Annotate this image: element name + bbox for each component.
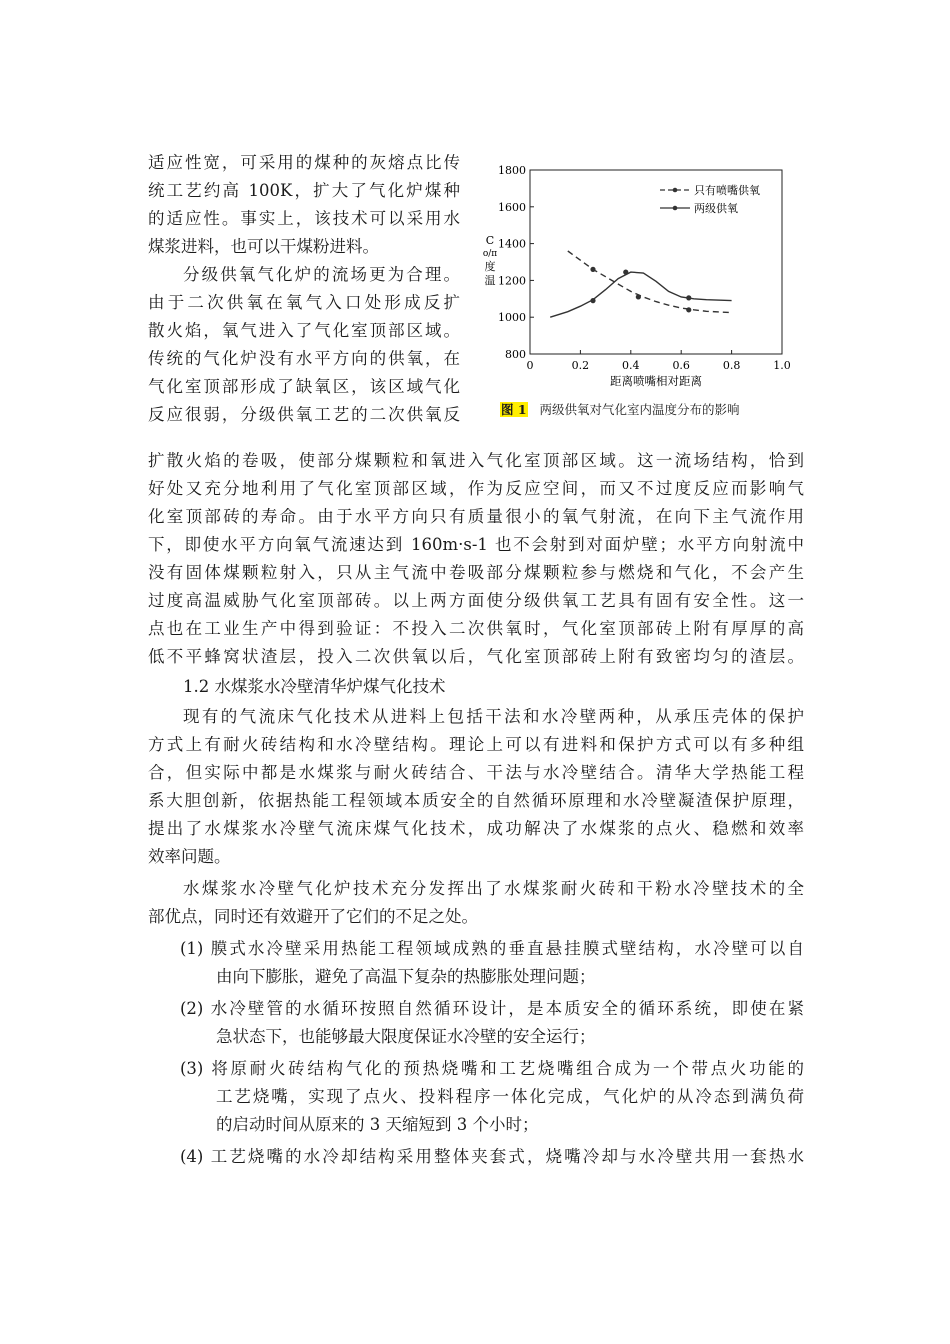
x-tick-label: 0.6 — [672, 359, 690, 372]
text-line: 提出了水煤浆水冷壁气流床煤气化技术，成功解决了水煤浆的点火、稳燃和效率 — [148, 819, 804, 838]
text-line: 过度高温威胁气化室顶部砖。以上两方面使分级供氧工艺具有固有安全性。这一 — [148, 591, 804, 610]
legend-marker — [673, 188, 678, 193]
text-line: 系大胆创新，依据热能工程领域本质安全的自然循环原理和水冷壁凝渣保护原理， — [148, 791, 804, 810]
text-line: 的适应性。事实上，该技术可以采用水 — [148, 209, 460, 228]
text-line: 分级供氧气化炉的流场更为合理。 — [183, 265, 460, 284]
legend-marker — [673, 206, 678, 211]
list-item: (1) 膜式水冷壁采用热能工程领域成熟的垂直悬挂膜式壁结构，水冷壁可以自 — [180, 939, 804, 958]
list-item: (2) 水冷壁管的水循环按照自然循环设计，是本质安全的循环系统，即使在紧 — [180, 999, 804, 1018]
text-line: 好处又充分地利用了气化室顶部区域，作为反应空间，而又不过度反应而影响气 — [148, 479, 804, 498]
temperature-chart — [476, 156, 800, 396]
text-line: 反应很弱，分级供氧工艺的二次供氧反 — [148, 405, 460, 424]
text-line: 低不平蜂窝状渣层，投入二次供氧以后，气化室顶部砖上附有致密均匀的渣层。 — [148, 647, 804, 666]
caption-text: 两级供氧对气化室内温度分布的影响 — [539, 402, 740, 417]
data-point — [590, 298, 595, 303]
y-axis-label-glyph: o/π — [482, 249, 498, 259]
text-line: 扩散火焰的卷吸，使部分煤颗粒和氧进入气化室顶部区域。这一流场结构，恰到 — [148, 451, 804, 470]
data-point — [590, 267, 595, 272]
y-tick-label: 800 — [505, 348, 526, 361]
y-tick-label: 1000 — [498, 311, 526, 325]
text-line: 气化室顶部形成了缺氧区，该区域气化 — [148, 377, 460, 396]
x-tick-label: 0.2 — [571, 359, 590, 372]
text-line: 由于二次供氧在氧气入口处形成反扩 — [148, 293, 460, 312]
text-line: 煤浆进料，也可以干煤粉进料。 — [148, 237, 379, 256]
y-tick-label: 1200 — [498, 274, 526, 288]
plot-frame — [530, 170, 782, 354]
text-line: 下，即使水平方向氧气流速达到 160m·s-1 也不会射到对面炉壁；水平方向射流中 — [148, 535, 804, 554]
legend-label: 只有喷嘴供氧 — [694, 184, 760, 197]
figure-1 — [476, 156, 800, 430]
x-tick-label: 0.8 — [722, 359, 741, 372]
data-point — [686, 295, 691, 300]
y-axis-label-glyph: C — [485, 234, 495, 247]
data-point — [623, 270, 628, 275]
list-item-cont: 由向下膨胀，避免了高温下复杂的热膨胀处理问题； — [216, 967, 596, 986]
text-line: 化室顶部砖的寿命。由于水平方向只有质量很小的氧气射流，在向下主气流作用 — [148, 507, 804, 526]
x-axis-label: 距离喷嘴相对距离 — [610, 374, 702, 388]
x-tick-label: 1.0 — [773, 359, 791, 372]
y-tick-label: 1800 — [498, 164, 526, 177]
y-tick-label: 1600 — [498, 200, 526, 214]
text-line: 没有固体煤颗粒射入，只从主气流中卷吸部分煤颗粒参与燃烧和气化，不会产生 — [148, 563, 804, 582]
text-line: 部优点，同时还有效避开了它们的不足之处。 — [148, 907, 478, 926]
text-line: 合，但实际中都是水煤浆与耐火砖结合、干法与水冷壁结合。清华大学热能工程 — [148, 763, 804, 782]
caption-label: 图 1 — [501, 402, 527, 417]
text-line: 散火焰，氧气进入了气化室顶部区域。 — [148, 321, 460, 340]
text-line: 点也在工业生产中得到验证：不投入二次供氧时，气化室顶部砖上附有厚厚的高 — [148, 619, 804, 638]
list-item: (4) 工艺烧嘴的水冷却结构采用整体夹套式，烧嘴冷却与水冷壁共用一套热水 — [180, 1147, 804, 1166]
figure-caption — [500, 400, 740, 418]
series-line — [568, 251, 732, 313]
x-tick-label: 0.4 — [622, 359, 640, 372]
data-point — [686, 307, 691, 312]
legend-label: 两级供氧 — [694, 202, 738, 215]
text-line: 现有的气流床气化技术从进料上包括干法和水冷壁两种，从承压壳体的保护 — [183, 707, 804, 726]
y-tick-label: 1400 — [498, 237, 526, 251]
text-line: 传统的气化炉没有水平方向的供氧，在 — [148, 349, 460, 368]
text-line: 水煤浆水冷壁气化炉技术充分发挥出了水煤浆耐火砖和干粉水冷壁技术的全 — [183, 879, 804, 898]
y-axis-label-glyph: 温 — [484, 274, 496, 287]
list-item-cont: 急状态下，也能够最大限度保证水冷壁的安全运行； — [216, 1027, 596, 1046]
list-item-cont: 的启动时间从原来的 3 天缩短到 3 个小时； — [216, 1115, 539, 1134]
y-axis-label-glyph: 度 — [484, 260, 496, 273]
text-line: 统工艺约高 100K，扩大了气化炉煤种 — [148, 181, 460, 200]
x-tick-label: 0 — [526, 359, 534, 372]
text-line: 适应性宽，可采用的煤种的灰熔点比传 — [148, 153, 460, 172]
list-item: (3) 将原耐火砖结构气化的预热烧嘴和工艺烧嘴组合成为一个带点火功能的 — [180, 1059, 804, 1078]
list-item-cont: 工艺烧嘴，实现了点火、投料程序一体化完成，气化炉的从冷态到满负荷 — [216, 1087, 804, 1106]
section-heading: 1.2 水煤浆水冷壁清华炉煤气化技术 — [183, 677, 446, 696]
data-point — [636, 294, 641, 299]
text-line: 方式上有耐火砖结构和水冷壁结构。理论上可以有进料和保护方式可以有多种组 — [148, 735, 804, 754]
text-line: 效率问题。 — [148, 847, 231, 866]
